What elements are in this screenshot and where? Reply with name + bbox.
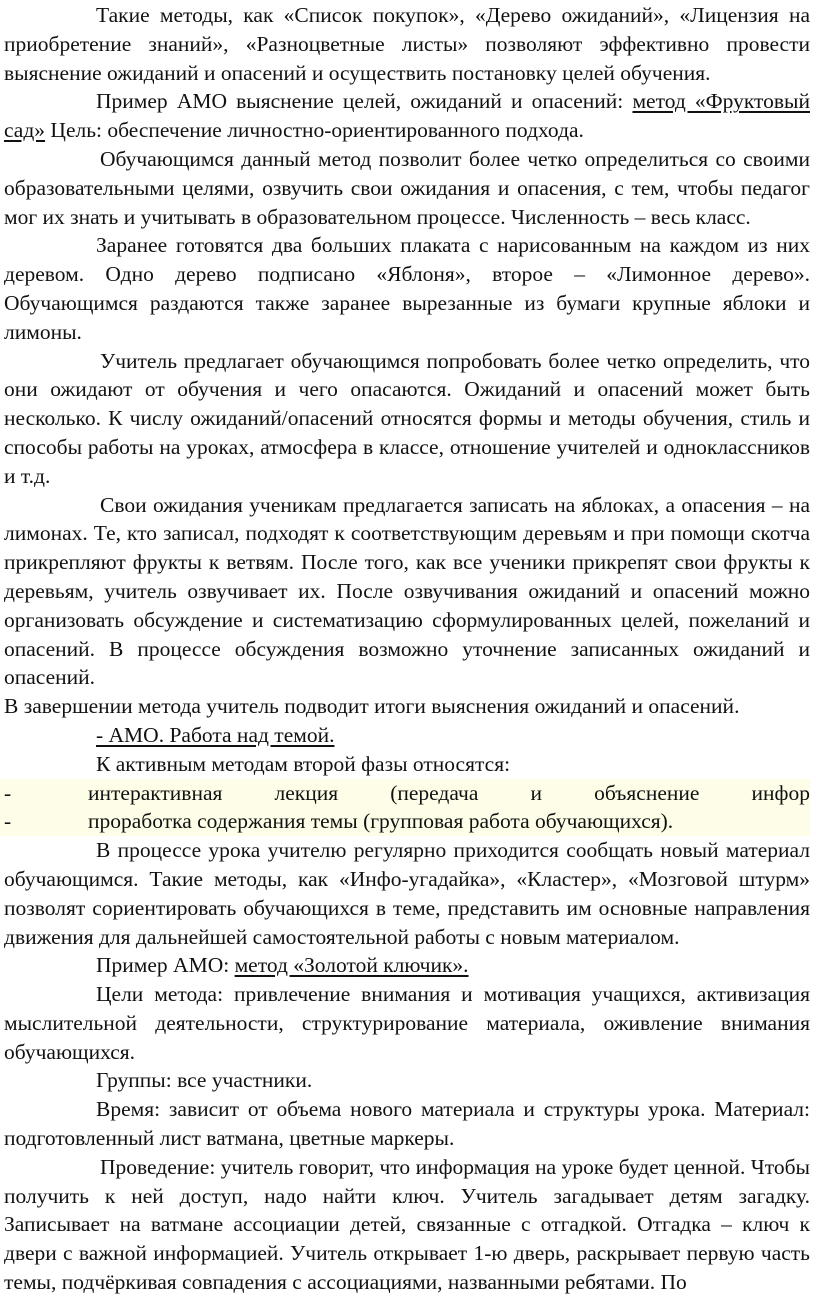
paragraph-second-phase-intro: К активным методам второй фазы относятся: — [96, 751, 511, 776]
heading-amo-topic-work — [4, 721, 810, 750]
heading-amo-topic-work-text: - АМО. Работа над темой. — [96, 722, 335, 747]
list-dash: - — [4, 809, 12, 834]
example-lead-text: Пример АМО выяснение целей, ожиданий и опасений: — [96, 89, 633, 114]
list-word: (передача — [390, 780, 479, 805]
active-methods-list — [0, 779, 810, 837]
method-golden-key-link[interactable]: метод «Золотой ключик». — [234, 953, 469, 978]
paragraph-teacher-proposal: Учитель предлагает обучающимся попробовать более четко определить, что они ожидают от обучения и чего опасаются. Ожиданий и опасений может быть несколько. К числу ожиданий/опасений относятся формы и методы обучения, стиль и способы работы на уроках, атмосфера в классе, отношение учителей и одноклассников и т.д. — [4, 348, 810, 488]
paragraph-methods-intro: Такие методы, как «Список покупок», «Дерево ожиданий», «Лицензия на приобретение знаний», «Разноцветные листы» позволяют эффективно провести выяснение ожиданий и опасений и осуществить постановку целей обучения. — [4, 3, 810, 85]
paragraph-time-material: Время: зависит от объема нового материала и структуры урока. Материал: подготовленный лист ватмана, цветные маркеры. — [4, 1097, 810, 1151]
paragraph-groups: Группы: все участники. — [96, 1068, 313, 1093]
method-fruit-garden-link[interactable]: метод «Фруктовый сад» — [4, 89, 810, 143]
paragraph-method-goals: Цели метода: привлечение внимания и мотивация учащихся, активизация мыслительной деятельности, структурирование материала, оживление внимания обучающихся. — [4, 982, 810, 1064]
list-word: интерактивная — [88, 780, 223, 805]
list-item — [4, 807, 810, 836]
list-item — [4, 779, 810, 808]
list-word: лекция — [274, 780, 339, 805]
paragraph-method-benefit: Обучающимся данный метод позволит более четко определиться со своими образовательными целями, озвучить свои ожидания и опасения, с тем, чтобы педагог мог их знать и учитывать в образовательном процессе. Численность – весь класс. — [4, 146, 810, 229]
list-word: и — [530, 780, 543, 805]
list-item-text: проработка содержания темы (групповая работа обучающихся). — [88, 809, 674, 834]
paragraph-posters: Заранее готовятся два больших плаката с нарисованным на каждом из них деревом. Одно дерево подписано «Яблоня», второе – «Лимонное дерево». Обучающимся раздаются также заранее вырезанные из бумаги крупные яблоки и лимоны. — [4, 233, 810, 344]
list-word: объяснение — [594, 780, 700, 805]
paragraph-apples-lemons: Свои ожидания ученикам предлагается записать на яблоках, а опасения – на лимонах. Те, кто записал, подходят к соответствующим деревьям и при помощи скотча прикрепляют фрукты к ветвям. После того, как все ученики прикрепят свои фрукты к деревьям, учитель озвучивает их. После озвучивания ожиданий и опасений можно организовать обсуждение и систематизацию сформулированных целей, пожеланий и опасений. В процессе обсуждения возможно уточнение записанных ожиданий и опасений. — [4, 492, 810, 690]
paragraph-method-conclusion: В завершении метода учитель подводит итоги выяснения ожиданий и опасений. — [4, 694, 740, 719]
paragraph-procedure: Проведение: учитель говорит, что информация на уроке будет ценной. Чтобы получить к ней доступ, надо найти ключ. Учитель загадывает детям загадку. Записывает на ватмане ассоциации детей, связанные с отгадкой. Отгадка – ключ к двери с важной информацией. Учитель открывает 1-ю дверь, раскрывает первую часть темы, подчёркивая совпадения с ассоциациями, названными ребятами. По — [4, 1154, 810, 1295]
list-dash: - — [4, 780, 12, 805]
paragraph-example-fruit-garden — [4, 87, 810, 145]
paragraph-lesson-process: В процессе урока учителю регулярно приходится сообщать новый материал обучающимся. Такие методы, как «Инфо-угадайка», «Кластер», «Мозговой штурм» позволят сориентировать обучающихся в теме, представить им основные направления движения для дальнейшей самостоятельной работы с новым материалом. — [4, 838, 810, 949]
paragraph-example-golden-key — [4, 951, 810, 980]
example-goal-text: Цель: обеспечение личностно-ориентированного подхода. — [45, 118, 584, 143]
example-lead-text: Пример АМО: — [96, 953, 235, 978]
list-word: инфор — [751, 780, 810, 805]
list-item-text — [88, 779, 810, 808]
document-body — [4, 1, 810, 1297]
